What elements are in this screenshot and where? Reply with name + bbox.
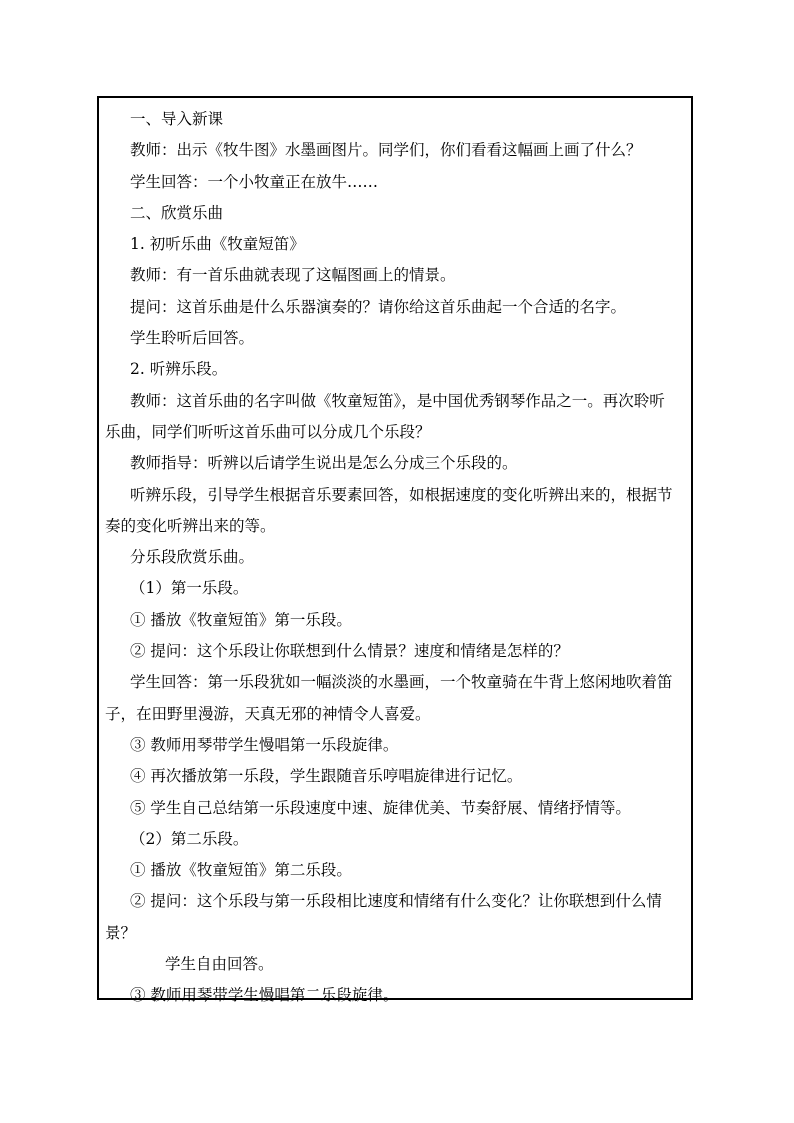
text-line: 学生自由回答。 — [165, 955, 274, 974]
lesson-content — [105, 104, 687, 1012]
text-line: ② 提问：这个乐段让你联想到什么情景？速度和情绪是怎样的？ — [130, 642, 569, 661]
text-line: 二、欣赏乐曲 — [130, 203, 224, 222]
text-line: 2. 听辨乐段。 — [130, 360, 228, 379]
text-line: 1. 初听乐曲《牧童短笛》 — [130, 235, 305, 254]
text-line: 景？ — [105, 923, 137, 942]
text-line: ② 提问：这个乐段与第一乐段相比速度和情绪有什么变化？让你联想到什么情 — [130, 892, 662, 911]
text-line: 分乐段欣赏乐曲。 — [130, 548, 255, 567]
text-line: ① 播放《牧童短笛》第二乐段。 — [130, 861, 352, 880]
text-line: （2）第二乐段。 — [130, 829, 249, 848]
text-line: ③ 教师用琴带学生慢唱第一乐段旋律。 — [130, 735, 399, 754]
text-line: 学生回答：第一乐段犹如一幅淡淡的水墨画，一个牧童骑在牛背上悠闲地吹着笛 — [130, 673, 673, 692]
text-line: 学生回答：一个小牧童正在放牛…… — [130, 172, 379, 191]
text-line: （1）第一乐段。 — [130, 579, 249, 598]
text-line: ④ 再次播放第一乐段，学生跟随音乐哼唱旋律进行记忆。 — [130, 767, 523, 786]
text-line: 听辨乐段，引导学生根据音乐要素回答，如根据速度的变化听辨出来的，根据节 — [130, 485, 673, 504]
text-line: 提问：这首乐曲是什么乐器演奏的？请你给这首乐曲起一个合适的名字。 — [130, 297, 627, 316]
text-line: 教师：出示《牧牛图》水墨画图片。同学们，你们看看这幅画上画了什么？ — [130, 141, 642, 160]
text-line: 子，在田野里漫游，天真无邪的神情令人喜爱。 — [105, 704, 431, 723]
text-line: ① 播放《牧童短笛》第一乐段。 — [130, 610, 352, 629]
text-line: 学生聆听后回答。 — [130, 329, 255, 348]
lesson-table-cell — [97, 96, 693, 1005]
text-line: ③ 教师用琴带学生慢唱第二乐段旋律。 — [130, 986, 399, 1005]
text-line: 奏的变化听辨出来的等。 — [105, 516, 276, 535]
text-line: 教师：有一首乐曲就表现了这幅图画上的情景。 — [130, 266, 456, 285]
text-line: ⑤ 学生自己总结第一乐段速度中速、旋律优美、节奏舒展、情绪抒情等。 — [130, 798, 631, 817]
text-line: 一、导入新课 — [130, 110, 224, 128]
text-line: 教师：这首乐曲的名字叫做《牧童短笛》，是中国优秀钢琴作品之一。再次聆听 — [130, 391, 665, 410]
text-line: 教师指导：听辨以后请学生说出是怎么分成三个乐段的。 — [130, 454, 518, 473]
text-line: 乐曲，同学们听听这首乐曲可以分成几个乐段？ — [105, 422, 431, 441]
